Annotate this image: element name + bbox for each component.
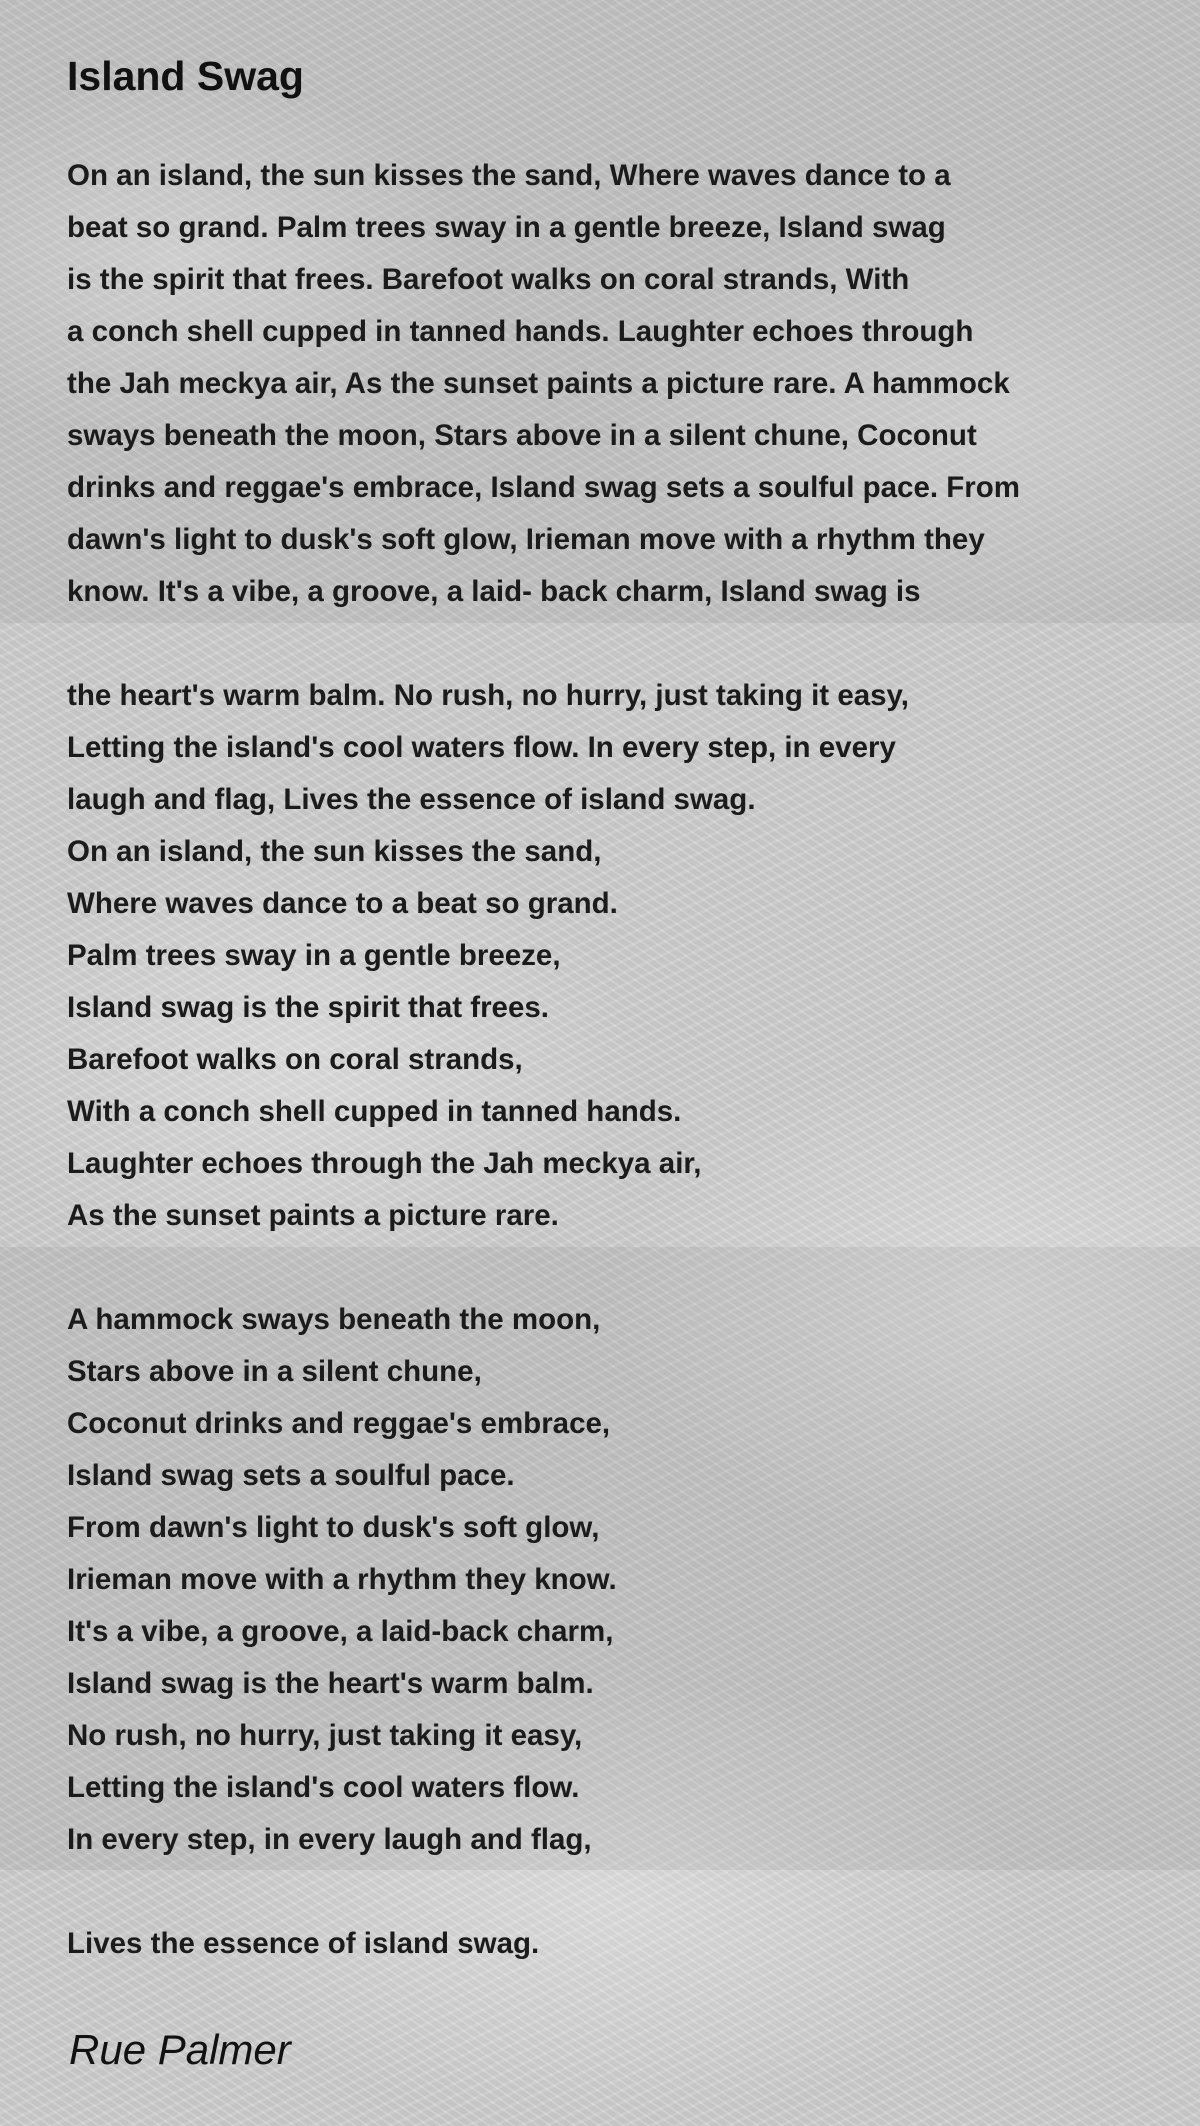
poem-line: drinks and reggae's embrace, Island swag sets a soulful pace. From xyxy=(67,471,1020,504)
poem-line: It's a vibe, a groove, a laid-back charm, xyxy=(67,1615,614,1648)
verse-stanza-a xyxy=(67,826,1167,1242)
prose-stanza xyxy=(67,150,1167,618)
poem-line: Where waves dance to a beat so grand. xyxy=(67,887,618,920)
poem-line: With a conch shell cupped in tanned hands. xyxy=(67,1095,682,1128)
poem-line: Barefoot walks on coral strands, xyxy=(67,1043,523,1076)
poem-line: Letting the island's cool waters flow. In every step, in every xyxy=(67,731,896,764)
poem-body xyxy=(67,150,1167,1970)
poem-title: Island Swag xyxy=(67,53,304,99)
poem-line: Island swag is the heart's warm balm. xyxy=(67,1667,594,1700)
poem-line: Irieman move with a rhythm they know. xyxy=(67,1563,617,1596)
poem-line: As the sunset paints a picture rare. xyxy=(67,1199,559,1232)
stanza-gap xyxy=(67,618,1167,670)
poem-line: Letting the island's cool waters flow. xyxy=(67,1771,580,1804)
poem-line: From dawn's light to dusk's soft glow, xyxy=(67,1511,600,1544)
poem-line: the Jah meckya air, As the sunset paints a picture rare. A hammock xyxy=(67,367,1010,400)
poem-line: dawn's light to dusk's soft glow, Irieman move with a rhythm they xyxy=(67,523,985,556)
poem-line: Island swag is the spirit that frees. xyxy=(67,991,549,1024)
poem-line: No rush, no hurry, just taking it easy, xyxy=(67,1719,583,1752)
poem-line: In every step, in every laugh and flag, xyxy=(67,1823,592,1856)
poem-line: Island swag sets a soulful pace. xyxy=(67,1459,515,1492)
stanza-gap xyxy=(67,1866,1167,1918)
poem-line: Stars above in a silent chune, xyxy=(67,1355,482,1388)
poem-line: sways beneath the moon, Stars above in a silent chune, Coconut xyxy=(67,419,977,452)
poem-line: Palm trees sway in a gentle breeze, xyxy=(67,939,561,972)
prose-continued-stanza xyxy=(67,670,1167,826)
poem-line: Laughter echoes through the Jah meckya air, xyxy=(67,1147,702,1180)
poem-line: a conch shell cupped in tanned hands. Laughter echoes through xyxy=(67,315,974,348)
poem-line: the heart's warm balm. No rush, no hurry, just taking it easy, xyxy=(67,679,909,712)
poem-line: is the spirit that frees. Barefoot walks on coral strands, With xyxy=(67,263,910,296)
poem-line: know. It's a vibe, a groove, a laid- back charm, Island swag is xyxy=(67,575,921,608)
verse-stanza-c xyxy=(67,1918,1167,1970)
poem-line: beat so grand. Palm trees sway in a gentle breeze, Island swag xyxy=(67,211,946,244)
poem-line: laugh and flag, Lives the essence of island swag. xyxy=(67,783,756,816)
stanza-gap xyxy=(67,1242,1167,1294)
verse-stanza-b xyxy=(67,1294,1167,1866)
poem-line: Lives the essence of island swag. xyxy=(67,1927,540,1960)
poem-author: Rue Palmer xyxy=(69,2026,291,2073)
poem-line: On an island, the sun kisses the sand, Where waves dance to a xyxy=(67,159,951,192)
poem-line: Coconut drinks and reggae's embrace, xyxy=(67,1407,611,1440)
poem-line: A hammock sways beneath the moon, xyxy=(67,1303,601,1336)
poem-line: On an island, the sun kisses the sand, xyxy=(67,835,602,868)
